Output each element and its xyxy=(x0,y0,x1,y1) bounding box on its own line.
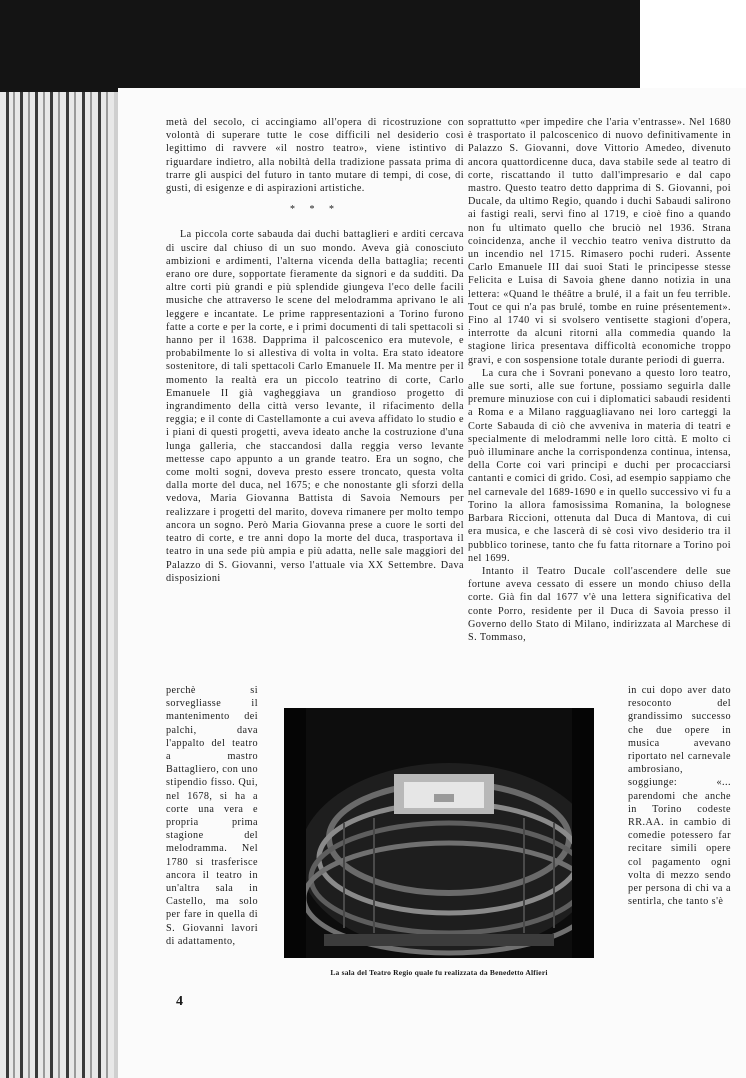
magazine-page xyxy=(118,88,746,1078)
right-narrow-column xyxy=(628,684,731,908)
page-edge xyxy=(66,92,69,1078)
page-edge xyxy=(74,92,76,1078)
page-edge xyxy=(43,92,45,1078)
page-edge xyxy=(35,92,38,1078)
page-edge xyxy=(50,92,53,1078)
top-dark-band xyxy=(0,0,746,92)
top-right-margin xyxy=(640,0,746,92)
page-edge xyxy=(6,92,9,1078)
theatre-hall-photo xyxy=(284,708,594,958)
body-paragraph-continuation: perchè si sorvegliasse il mantenimento dei palchi, dava l'appalto del teatro a mastro Battagliero, con uno stipendio fisso. Qui, nel 1678, si ha a corte una vera e propria prima stagione del melodramma. Nel 1780 si trasferisce ancora il teatro in un'altra sala in Castello, ma solo per fare in quella di S. Giovanni lavori di adattamento, xyxy=(166,685,258,947)
stacked-page-edges xyxy=(0,92,118,1078)
body-paragraph: La piccola corte sabauda dai duchi battaglieri e arditi cercava di uscire dal chiuso di un suo mondo. Aveva già conosciuto ambizioni e ardimenti, l'alterna vicenda della battaglia; recenti erano ore dure, sopportate fieramente da signori e da sudditi. Da altre corti più grandi e più splendide giungeva l'eco delle facili musiche che attraverso le scene del melodramma aprivano le ali leggere e incantate. Le prime rappresentazioni a Torino furono fatte a corte e per la corte, e i primi documenti di tali spettacoli si hanno per il 1638. Dapprima il palcoscenico era mutevole, e probabilmente lo si allestiva di volta in volta. Era stato ideatore sostenitore, di tali spettacoli Carlo Emanuele II. Ma mentre per il momento la realtà era un piccolo teatrino di corte, Carlo Emanuele II già vagheggiava un grandioso progetto di ingrandimento della città verso levante, il rifacimento della reggia; e il conte di Castellamonte a cui aveva affidato lo studio e i piani di questi progetti, aveva ideato anche la costruzione d'una lunga galleria, che staccandosi dalla reggia verso levante mettesse capo appunto a un grande teatro. Era un sogno, che come molti sogni, doveva presto essere troncato, questa volta dalla morte del duca, nel 1675; e che nonostante gli sforzi della vedova, Maria Giovanna Battista di Savoia Nemours per realizzare i progetti del marito, doveva rimanere per molto tempo ancora un sogno. Però Maria Giovanna prese a cuore le sorti del teatro di corte, e tre anni dopo la morte del duca, trasportava il teatro in una sede più ampia e più adatta, nelle sale maggiori del Palazzo di S. Giovanni, verso l'attuale via XX Settembre. Dava disposizioni xyxy=(166,229,464,584)
photo-caption: La sala del Teatro Regio quale fu realizzata da Benedetto Alfieri xyxy=(330,968,548,977)
section-separator: * * * xyxy=(290,204,340,216)
page-edge xyxy=(20,92,23,1078)
page-edge xyxy=(90,92,92,1078)
body-paragraph: La cura che i Sovrani ponevano a questo loro teatro, alle sue sorti, alle sue fortune, possiamo seguirla dalle premure minuziose con cui i diplomatici sabaudi residenti a Roma e a Milano ragguagliavano nei loro carteggi la Corte Sabauda di ciò che avveniva in materia di teatri e specialmente di melodrammi nelle loro città. E molto ci può illuminare anche la corrispondenza continua, intensa, della Corte coi vari principi e duchi per procacciarsi cantanti e comici di grido. Così, ad esempio sappiamo che nel carnevale del 1689-1690 e in quello successivo vi fu a Torino la allora famosissima Romanina, la bolognese Barbara Riccioni, ottenuta dal Duca di Mantova, di cui era musica, e che lascerà di sè così vivo desiderio tra il pubblico torinese, tanto che fu fatta ritornare a Torino poi nel 1699. xyxy=(468,367,732,564)
theatre-hall-image xyxy=(284,708,594,958)
left-column xyxy=(166,116,464,585)
page-edge xyxy=(13,92,15,1078)
page-edge xyxy=(82,92,85,1078)
page-edge xyxy=(28,92,30,1078)
page-number: 4 xyxy=(176,994,183,1009)
page-edge xyxy=(98,92,101,1078)
intro-paragraph: metà del secolo, ci accingiamo all'opera di ricostruzione con volontà di superare tutte le cose difficili nel desiderio così legittimo di ravvere «il nostro teatro», viene istintivo di riguardare indietro, alla nobiltà della tradizione passata prima di trarre gli auspici del futuro in tanto mutare di tempi, di cose, di gusti, di esigenze e di aspirazioni artistiche. xyxy=(166,117,464,195)
page-edge xyxy=(106,92,108,1078)
left-narrow-column xyxy=(166,684,258,948)
body-paragraph: soprattutto «per impedire che l'aria v'entrasse». Nel 1680 è trasportato il palcoscenico di nuovo definitivamente in Palazzo S. Giovanni, dove Vittorio Amedeo, divenuto ancora quattordicenne duca, dava stabile sede al teatro di corte, riscattando il tutto dall'impresario e dal capo mastro. Questo teatro detto dapprima di S. Giovanni, poi Ducale, da ultimo Regio, quando i duchi Sabaudi salirono ai fastigi reali, servì fino al 1719, e cioè fino a quando non fu ultimato quello che bruciò nel 1936. Strana coincidenza, anche il vecchio teatro veniva distrutto da un incendio nel 1715. Rimasero pochi ruderi. Assente Carlo Emanuele III dai suoi Stati le principesse stesse Felicita e Luisa di Savoia ghene danno notizia in una lettera: «Quand le théâtre a brulé, il a fait un feu terrible. Tout ce qui n'a pas brulé, tombe en ruine présentement». Fino al 1740 vi si svolsero ventisette stagioni d'opera, interrotte da alcuni ritorni alla commedia quando la stagione lirica presentava difficoltà economiche troppo gravi, e con sospensione totale durante periodi di guerra. xyxy=(468,117,731,366)
page-edge xyxy=(58,92,60,1078)
right-column xyxy=(468,116,731,644)
body-paragraph-continuation: in cui dopo aver dato resoconto del grandissimo successo che due opere in musica avevano riportato nel carnevale ambrosiano, soggiunge: «... parendomi che anche in Torino codeste RR.AA. in cambio di comedie potessero far recitare simili opere col pagamento ogni volta di mezzo sendo per persona di chi va a sentirla, che tanto s'è xyxy=(628,685,731,908)
body-paragraph: Intanto il Teatro Ducale coll'ascendere delle sue fortune aveva cessato di essere un mondo chiuso della corte. Già fin dal 1677 v'è una lettera significativa del conte Porro, residente per il Duca di Savoia presso il Governo dello Stato di Milano, indirizzata al Marchese di S. Tommaso, xyxy=(468,565,731,643)
